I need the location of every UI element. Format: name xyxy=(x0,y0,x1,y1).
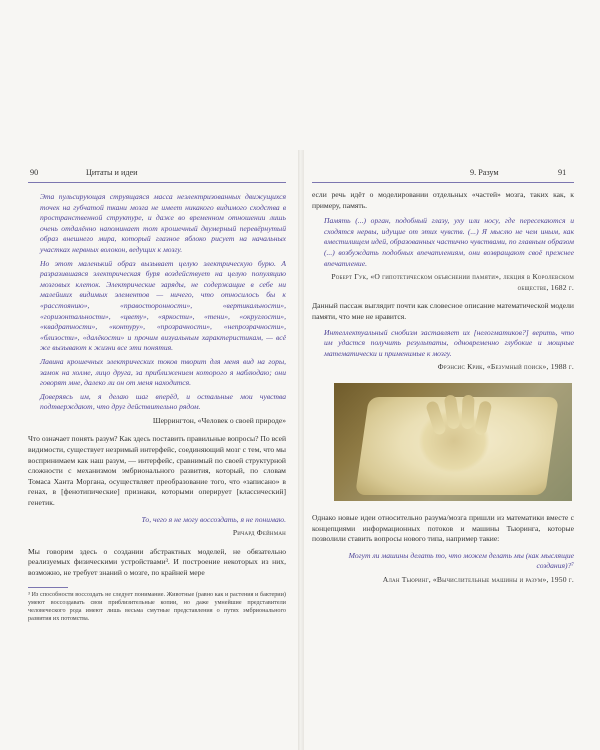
right-page xyxy=(312,160,574,750)
quote-attribution: Ричард Фейнман xyxy=(232,528,286,538)
finger-impression xyxy=(461,395,474,429)
quote-paragraph: Лавина крошечных электрических токов творит для меня вид на горы, замок на холме, лицо друга, за приближением которого я наблюдаю; они говорят мне, далеко ли он от меня находится. xyxy=(40,356,286,388)
turing-quote: Могут ли машины делать то, что можем делать мы (как мыслящие создания)?⁷ xyxy=(348,550,574,571)
body-paragraph: если речь идёт о моделировании отдельных «частей» мозга, таких как, к примеру, память. xyxy=(312,190,574,210)
feynman-quote: То, чего я не могу воссоздать, я не понимаю. xyxy=(141,514,286,524)
quote-paragraph: Но этот маленький образ вызывает целую электрическую бурю. А разразившаяся электрическая буря воздействует на целую популяцию мозговых клеток. Электрические заряды, не содержащие в себе ни малейших видимых элементов — ничего, что относилось бы к «расстоянию», «правосторонности», «вертикальности», «горизонтальности», «цвету», «яркости», «тени», «округлости», «квадратности», «контуру», «прозрачности», «непрозрачности», «близости», «далёкости» и прочим визуальным характеристикам, — всё же вызывают к жизни все эти понятия. xyxy=(40,258,286,353)
sherrington-quote xyxy=(40,192,286,413)
body-paragraph: Однако новые идеи относительно разума/мозга пришли из математики вместе с концепциями информационных потоков и машины Тьюринга, которые позволили ставить вопросы нового типа, например такие: xyxy=(312,512,574,544)
book-gutter xyxy=(298,150,304,750)
memory-foam-handprint-photo xyxy=(334,383,572,501)
quote-attribution: Алан Тьюринг, «Вычислительные машины и разум», 1950 г. xyxy=(382,574,574,584)
quote-attribution: Фрэнсис Крик, «Безумный поиск», 1988 г. xyxy=(437,362,574,372)
page-number-right: 91 xyxy=(558,168,567,177)
footnote-rule xyxy=(28,587,68,588)
body-paragraph: Данный пассаж выглядит почти как словесное описание математической модели памяти, что мне не нравится. xyxy=(312,301,574,321)
left-page xyxy=(28,160,286,750)
crick-quote: Интеллектуальный снобизм заставляет их [нелогматиков?] верить, что им удастся получить результаты, одновременно глубокие и мощные математически и применимые к мозгу. xyxy=(324,327,574,358)
quote-paragraph: Эта пульсирующая струящаяся масса неэлектризованных движущихся точек на губчатой ткани мозга не имеет никакого видимого сходства в пространственной структуре, и даже во временном отношении лишь очень отдалённо напоминает тот крошечный двумерный перевёрнутый образ внешнего мира, который глазное яблоко рисует на начальных участках нервных волокон, ведущих к мозгу. xyxy=(40,192,286,254)
running-head-right: 9. Разум xyxy=(470,168,499,177)
hooke-quote: Память (...) орган, подобный глазу, уху или носу, где пересекаются и сходятся нервы, идущие от этих чувств. (...) Я мыслю не чем иным, как вместилищем идей, образованных частично чувствами, по главным образом (...) возбуждать подобных впечатлениям, они возвращают своё прежнее впечатление. xyxy=(324,216,574,268)
quote-attribution: Шеррингтон, «Человек о своей природе» xyxy=(152,415,286,425)
quote-paragraph: Доверяясь им, я делаю шаг вперёд, и остальные мои чувства подтверждают, что друг действительно рядом. xyxy=(40,391,286,412)
running-head-left: Цитаты и идеи xyxy=(86,168,138,177)
body-paragraph: Что означает понять разум? Как здесь поставить правильные вопросы? По всей видимости, существует незримый интерфейс, соединяющий мозг с тем, что мы воспринимаем как наш разум, — интерфейс, сравнимый по своей структурной сложности с механизмом эмбрионального развития, который, по словам Томаса Ханта Моргана, осуществляет преобразование того, что «записано» в генах, в [фенотипические] признаки, которыми оперирует [классический] генетик. xyxy=(28,434,286,508)
footnote: ³ Из способности воссоздать не следует понимание. Животные (равно как и растения и бактерии) умеют воссоздавать свои приблизительные копии, но даже умнейшие представители человеческого рода имеют лишь весьма смутные представления о путях эмбрионального развития их потомства. xyxy=(28,590,286,622)
page-number-left: 90 xyxy=(30,168,39,177)
quote-attribution: Роберт Гук, «О гипотетическом объяснении памяти», лекция в Королевском обществе, 1682 г. xyxy=(331,272,574,292)
body-paragraph: Мы говорим здесь о создании абстрактных моделей, не обязательно реализуемых физическими устройствами³. И построение некоторых из них, возможно, не требует знаний о мозге, по крайней мере xyxy=(28,546,286,577)
